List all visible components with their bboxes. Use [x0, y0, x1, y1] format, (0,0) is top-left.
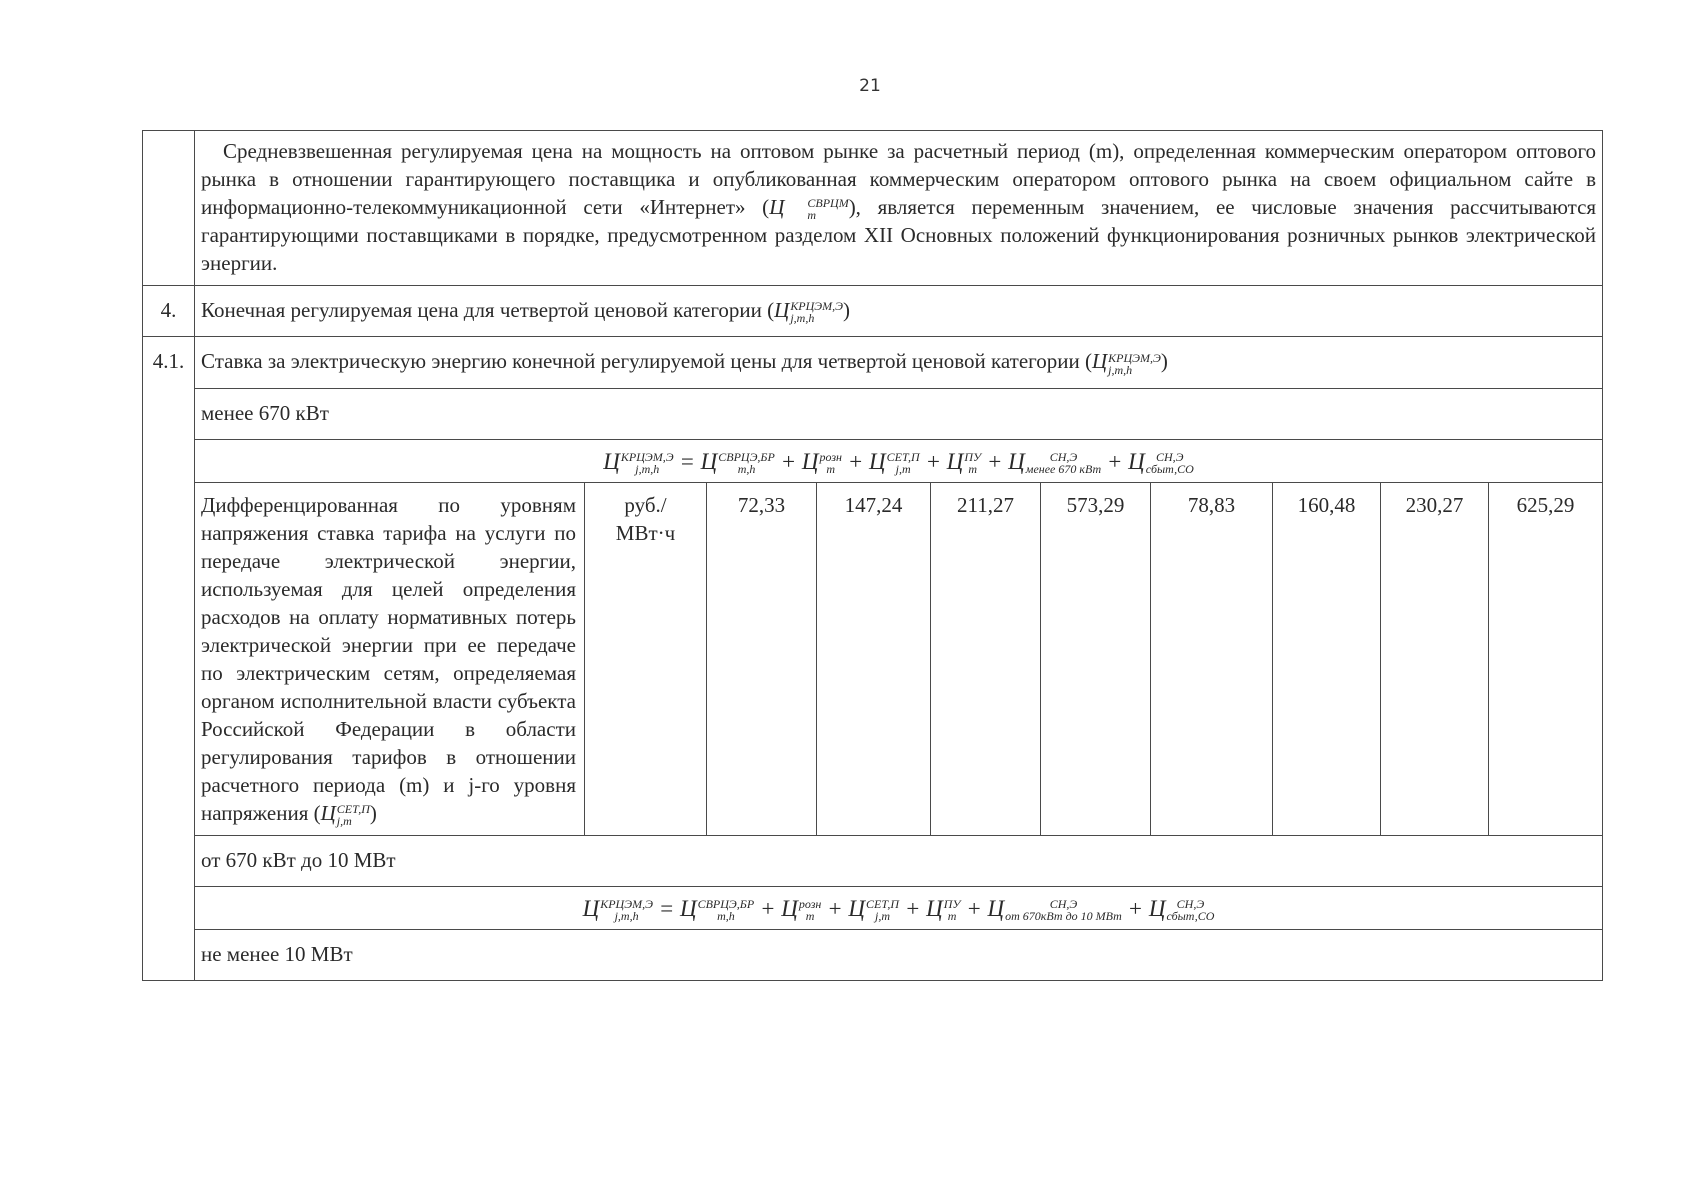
group-1-label: менее 670 кВт — [195, 388, 1603, 439]
rate-value: 78,83 — [1151, 482, 1273, 835]
section-41-number: 4.1. — [143, 337, 195, 980]
rate-value: 147,24 — [817, 482, 931, 835]
group-1-formula-row — [143, 439, 1603, 482]
group-2-formula: Ц КРЦЭМ,Э j,m,h = Ц СВРЦЭ,БР m,h + Ц розн m + Ц СЕТ,П j,m + Ц ПУ m + Ц СН,Э от 670кВт до 10 МВт + Ц СН,Э сбыт,СО — [195, 886, 1603, 929]
rate-value: 573,29 — [1041, 482, 1151, 835]
group-2-label-row — [143, 835, 1603, 886]
group-2-label: от 670 кВт до 10 МВт — [195, 835, 1603, 886]
section-4-title: Конечная регулируемая цена для четвертой ценовой категории (Ц КРЦЭМ,Э j,m,h ) — [195, 286, 1603, 337]
page-number: 21 — [859, 76, 881, 96]
rate-description: Дифференцированная по уровням напряжения ставка тарифа на услуги по передаче электрической энергии, используемая для целей определения расходов на оплату нормативных потерь электрической энергии при ее передаче по электрическим сетям, определяемая органом исполнительной власти субъекта Российской Федерации в области регулирования тарифов в отношении расчетного периода (m) и j-го уровня напряжения (Ц СЕТ,П j,m ) — [195, 482, 585, 835]
rate-value: 625,29 — [1489, 482, 1603, 835]
section-4-row — [143, 286, 1603, 337]
rate-value: 211,27 — [931, 482, 1041, 835]
section-4-number: 4. — [143, 286, 195, 337]
intro-number-cell — [143, 131, 195, 286]
intro-text-end: ), является переменным значением, ее числовые значения рассчитываются гарантирующими поставщиками в порядке, предусмотренном разделом XII Основных положений функционирования розничных рынков электрической энергии. — [201, 195, 1597, 276]
group-3-label-row — [143, 929, 1603, 980]
rate-row — [143, 482, 1603, 835]
tariff-table — [142, 130, 1603, 981]
group-2-formula-row — [143, 886, 1603, 929]
intro-paragraph — [195, 131, 1603, 286]
intro-text-start: Средневзвешенная регулируемая цена на мощность на оптовом рынке за расчетный период (m), определенная коммерческим оператором оптового рынка в отношении гарантирующего поставщика и опубликованная коммерческим оператором оптового рынка на своем официальном сайте в информационно-телекоммуникационной сети «Интернет» ( — [201, 139, 1597, 219]
section-41-title: Ставка за электрическую энергию конечной регулируемой цены для четвертой ценовой категории (Ц КРЦЭМ,Э j,m,h ) — [195, 337, 1603, 388]
rate-unit: руб./ МВт·ч — [585, 482, 707, 835]
rate-value: 230,27 — [1381, 482, 1489, 835]
section-41-row — [143, 337, 1603, 388]
group-1-label-row — [143, 388, 1603, 439]
intro-symbol: Ц СВРЦМ m — [769, 195, 849, 223]
rate-value: 72,33 — [707, 482, 817, 835]
group-3-label: не менее 10 МВт — [195, 929, 1603, 980]
rate-value: 160,48 — [1273, 482, 1381, 835]
group-1-formula: Ц КРЦЭМ,Э j,m,h = Ц СВРЦЭ,БР m,h + Ц розн m + Ц СЕТ,П j,m + Ц ПУ m + Ц СН,Э менее 670 кВт + Ц СН,Э сбыт,СО — [195, 439, 1603, 482]
intro-row — [143, 131, 1603, 286]
